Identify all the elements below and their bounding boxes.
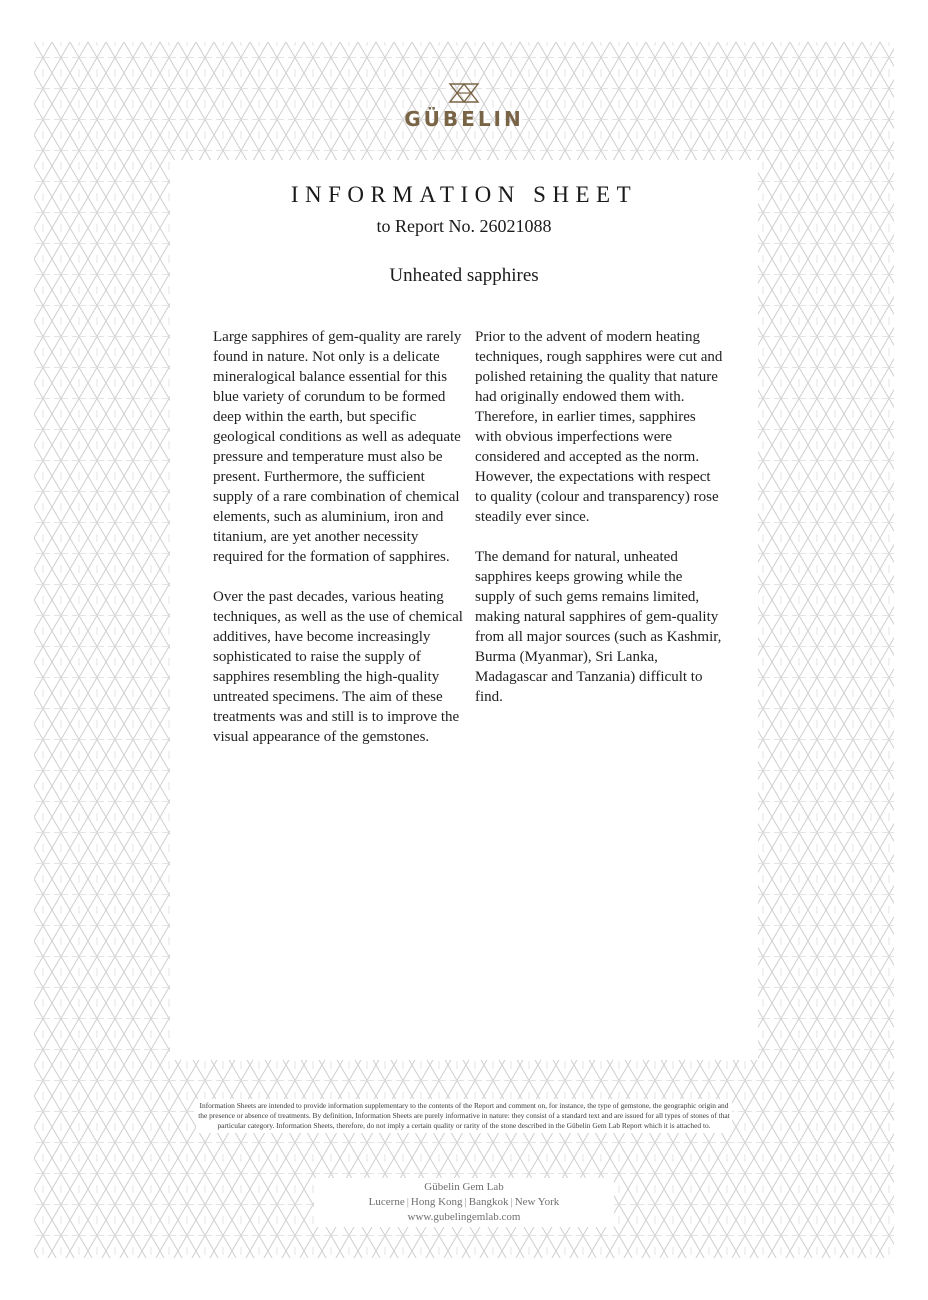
location: Bangkok bbox=[468, 1196, 509, 1208]
right-column bbox=[475, 327, 725, 727]
location: Lucerne bbox=[368, 1196, 405, 1208]
gubelin-emblem-icon bbox=[447, 80, 481, 106]
brand-name: GÜBELIN bbox=[404, 107, 524, 131]
paragraph: The demand for natural, unheated sapphires keeps growing while the supply of such gems remains limited, making natural sapphires of gem-quality from all major sources (such as Kashmir, Burma (Myanmar), Sri Lanka, Madagascar and Tanzania) difficult to find. bbox=[475, 549, 722, 705]
location: Hong Kong bbox=[410, 1196, 463, 1208]
location: New York bbox=[514, 1196, 560, 1208]
topic-heading: Unheated sapphires bbox=[389, 265, 539, 286]
website-link[interactable]: www.gubelingemlab.com bbox=[407, 1211, 521, 1223]
lab-name: Gübelin Gem Lab bbox=[424, 1181, 504, 1193]
paragraph: Large sapphires of gem-quality are rarely found in nature. Not only is a delicate mineralogical balance essential for this blue variety of corundum to be formed deep within the earth, but specific geological conditions as well as adequate pressure and temperature must also be present. Furthermore, the sufficient supply of a rare combination of chemical elements, such as aluminium, iron and titanium, are yet another necessity required for the formation of sapphires. bbox=[213, 329, 462, 565]
brand-logo bbox=[364, 80, 564, 134]
footer bbox=[314, 1178, 614, 1227]
report-number: to Report No. 26021088 bbox=[376, 216, 552, 236]
locations: Lucerne | Hong Kong | Bangkok | New York bbox=[368, 1196, 560, 1208]
paragraph: Prior to the advent of modern heating techniques, rough sapphires were cut and polished retaining the quality that nature had originally endowed them with. Therefore, in earlier times, sapphires with obvious imperfections were considered and accepted as the norm. However, the expectations with respect to quality (colour and transparency) rose steadily ever since. bbox=[475, 329, 723, 525]
paragraph: Over the past decades, various heating techniques, as well as the use of chemical additives, have become increasingly sophisticated to raise the supply of sapphires resembling the high-quality untreated specimens. The aim of these treatments was and still is to improve the visual appearance of the gemstones. bbox=[213, 589, 463, 745]
disclaimer-text: Information Sheets are intended to provide information supplementary to the contents of the Report and comment on, for instance, the type of gemstone, the geographic origin and the presence or absence of treatments. By definition, Information Sheets are purely informative in nature: they consist of a standard text and are issued for all types of stones of that particular category. Information Sheets, therefore, do not imply a certain quality or rarity of the stone described in the Gübelin Gem Lab Report which it is attached to. bbox=[196, 1099, 732, 1133]
page-title: INFORMATION SHEET bbox=[290, 182, 638, 207]
left-column bbox=[213, 327, 463, 767]
